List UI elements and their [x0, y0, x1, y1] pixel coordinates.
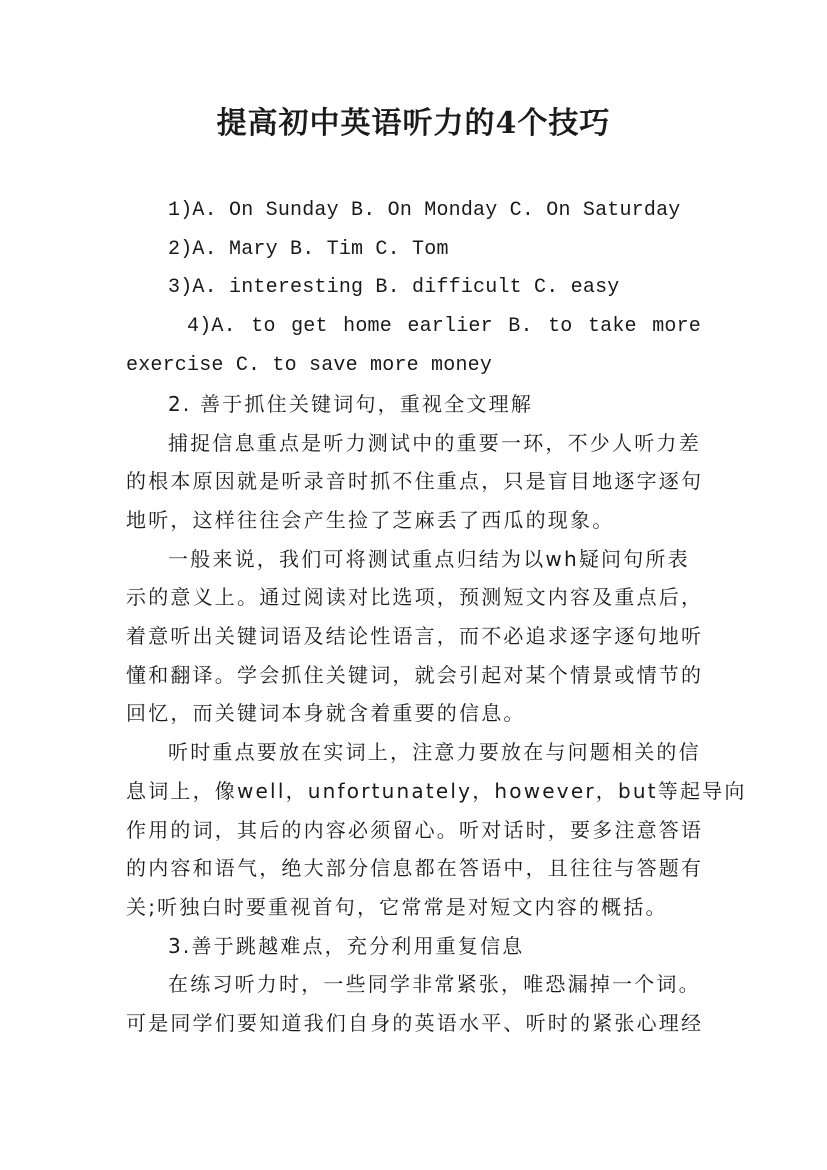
option-line-4-continued: exercise C. to save more money	[126, 354, 493, 377]
paragraph-line: 的根本原因就是听录音时抓不住重点，只是盲目地逐字逐句	[126, 469, 704, 493]
paragraph-line: 息词上，像well，unfortunately，however，but等起导向	[126, 779, 747, 803]
paragraph-line: 懂和翻译。学会抓住关键词，就会引起对某个情景或情节的	[126, 663, 704, 687]
option-4-word: B.	[508, 315, 533, 338]
paragraph-line: 示的意义上。通过阅读对比选项，预测短文内容及重点后，	[126, 585, 704, 609]
paragraph-line: 地听，这样往往会产生捡了芝麻丢了西瓜的现象。	[126, 508, 615, 532]
option-line-1: 1)A. On Sunday B. On Monday C. On Saturday	[168, 199, 681, 222]
option-4-word: to	[251, 315, 276, 338]
paragraph-line: 的内容和语气，绝大部分信息都在答语中，且往往与答题有	[126, 856, 704, 880]
option-4-word: home	[343, 315, 392, 338]
paragraph-line: 可是同学们要知道我们自身的英语水平、听时的紧张心理经	[126, 1011, 704, 1035]
option-line-3: 3)A. interesting B. difficult C. easy	[168, 276, 620, 299]
section-3-heading: 3.善于跳越难点，充分利用重复信息	[168, 934, 525, 958]
option-line-2: 2)A. Mary B. Tim C. Tom	[168, 238, 449, 261]
option-4-word: get	[291, 315, 328, 338]
paragraph-line: 捕捉信息重点是听力测试中的重要一环，不少人听力差	[168, 431, 701, 455]
option-4-word: more	[652, 315, 701, 338]
paragraph-line: 着意听出关键词语及结论性语言，而不必追求逐字逐句地听	[126, 624, 704, 648]
paragraph-line: 一般来说，我们可将测试重点归结为以wh疑问句所表	[168, 547, 690, 571]
section-2-heading: 2. 善于抓住关键词句，重视全文理解	[168, 392, 534, 416]
option-4-word: 4)A.	[187, 315, 236, 338]
paragraph-line: 回忆，而关键词本身就含着重要的信息。	[126, 701, 526, 725]
paragraph-line: 在练习听力时，一些同学非常紧张，唯恐漏掉一个词。	[168, 972, 701, 996]
page-title: 提高初中英语听力的4个技巧	[216, 106, 611, 141]
option-line-4	[187, 314, 701, 340]
paragraph-line: 听时重点要放在实词上，注意力要放在与问题相关的信	[168, 740, 701, 764]
paragraph-line: 关;听独白时要重视首句，它常常是对短文内容的概括。	[126, 895, 668, 919]
option-4-word: to	[548, 315, 573, 338]
paragraph-line: 作用的词，其后的内容必须留心。听对话时，要多注意答语	[126, 818, 704, 842]
option-4-word: earlier	[407, 315, 493, 338]
option-4-word: take	[587, 315, 637, 338]
